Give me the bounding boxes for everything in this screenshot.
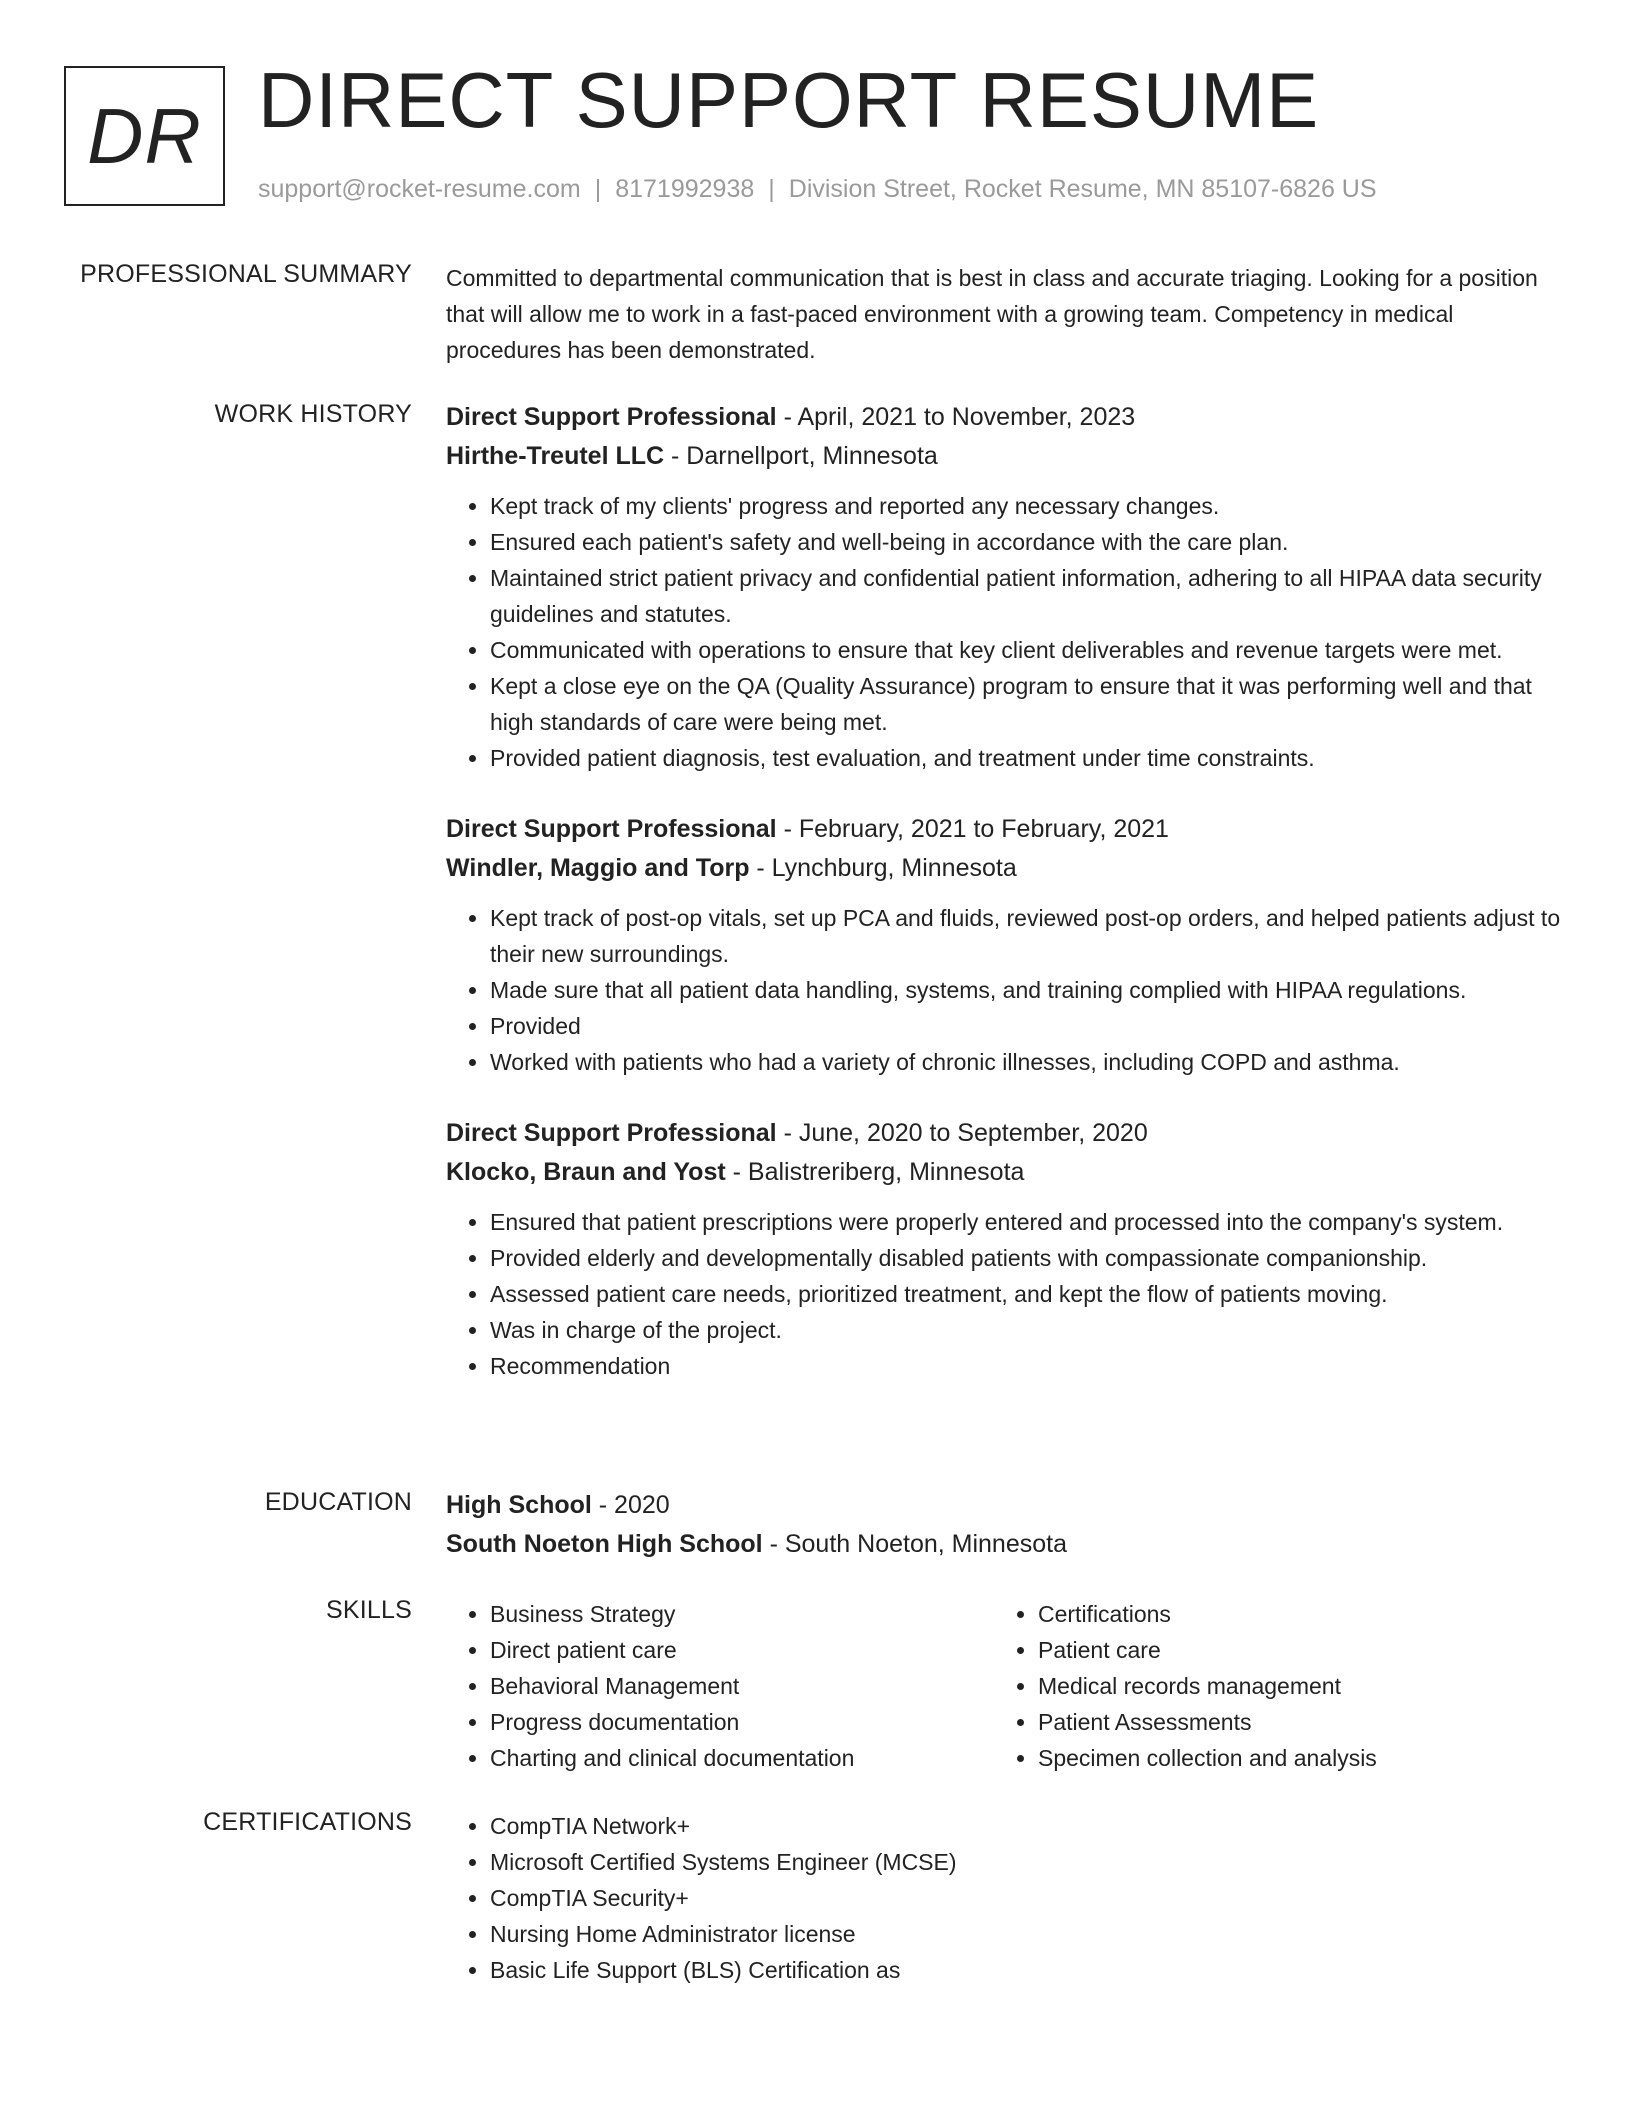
job-location: - Lynchburg, Minnesota: [749, 854, 1017, 882]
job-bullets: [446, 1204, 1566, 1384]
job-bullets: [446, 900, 1566, 1080]
section-label-certifications: CERTIFICATIONS: [203, 1808, 412, 1836]
list-item: • Patient Assessments: [1038, 1704, 1542, 1740]
job-dates: - February, 2021 to February, 2021: [776, 815, 1169, 843]
job-title-line: [446, 1114, 1566, 1153]
contact-separator: |: [768, 175, 775, 203]
contact-email: support@rocket-resume.com: [258, 175, 581, 203]
list-item: • Nursing Home Administrator license: [490, 1916, 1566, 1952]
list-item: • Direct patient care: [490, 1632, 994, 1668]
job-location: - Darnellport, Minnesota: [664, 442, 938, 470]
monogram-text: DR: [87, 91, 202, 180]
monogram-box: [64, 66, 225, 206]
summary-text: Committed to departmental communication that is best in class and accurate triaging. Looking for a position that will allow me to work in a fast-paced environment with a growing team. Competency in medical procedures has been demonstrated.: [446, 265, 1538, 363]
list-item: • CompTIA Security+: [490, 1880, 1566, 1916]
section-label-summary: PROFESSIONAL SUMMARY: [80, 260, 412, 288]
list-item: • Progress documentation: [490, 1704, 994, 1740]
list-item: • CompTIA Network+: [490, 1808, 1566, 1844]
contact-address: Division Street, Rocket Resume, MN 85107-6826 US: [788, 175, 1377, 203]
list-item: • Worked with patients who had a variety of chronic illnesses, including COPD and asthma.: [490, 1044, 1566, 1080]
skills-body: [446, 1596, 1566, 1776]
list-item: • Maintained strict patient privacy and confidential patient information, adhering to all HIPAA data security guidelines and statutes.: [490, 560, 1566, 632]
list-item: • Medical records management: [1038, 1668, 1542, 1704]
list-item: • Made sure that all patient data handling, systems, and training complied with HIPAA regulations.: [490, 972, 1566, 1008]
list-item: • Certifications: [1038, 1596, 1542, 1632]
education-year: - 2020: [591, 1491, 670, 1519]
list-item: • Was in charge of the project.: [490, 1312, 1566, 1348]
job-bullets: [446, 488, 1566, 776]
section-label-skills: SKILLS: [326, 1596, 412, 1624]
list-item: • Business Strategy: [490, 1596, 994, 1632]
list-item: • Behavioral Management: [490, 1668, 994, 1704]
list-item: • Ensured each patient's safety and well-being in accordance with the care plan.: [490, 524, 1566, 560]
education-school-line: [446, 1525, 1566, 1564]
job-company: Hirthe-Treutel LLC: [446, 442, 665, 470]
resume-title: DIRECT SUPPORT RESUME: [258, 56, 1320, 144]
list-item: • Provided: [490, 1008, 1566, 1044]
list-item: • Provided patient diagnosis, test evaluation, and treatment under time constraints.: [490, 740, 1566, 776]
job-entry: [446, 398, 1566, 776]
section-label-education: EDUCATION: [264, 1488, 412, 1516]
job-title: Direct Support Professional: [446, 403, 777, 431]
list-item: • Specimen collection and analysis: [1038, 1740, 1542, 1776]
certifications-list: [446, 1808, 1566, 1988]
skills-column-2: [994, 1596, 1542, 1776]
skills-list: [446, 1596, 994, 1776]
job-company-line: [446, 1153, 1566, 1192]
list-item: • Kept a close eye on the QA (Quality Assurance) program to ensure that it was performing well and that high standards of care were being met.: [490, 668, 1566, 740]
contact-line: [258, 175, 1377, 204]
list-item: • Assessed patient care needs, prioritized treatment, and kept the flow of patients moving.: [490, 1276, 1566, 1312]
education-body: [446, 1486, 1566, 1564]
skills-column-1: [446, 1596, 994, 1776]
job-company: Windler, Maggio and Torp: [446, 854, 750, 882]
job-dates: - April, 2021 to November, 2023: [776, 403, 1136, 431]
list-item: • Microsoft Certified Systems Engineer (MCSE): [490, 1844, 1566, 1880]
job-entry: [446, 1114, 1566, 1384]
job-company-line: [446, 437, 1566, 476]
list-item: • Kept track of post-op vitals, set up PCA and fluids, reviewed post-op orders, and helped patients adjust to their new surroundings.: [490, 900, 1566, 972]
job-title-line: [446, 398, 1566, 437]
job-company-line: [446, 849, 1566, 888]
skills-list: [994, 1596, 1542, 1776]
job-title-line: [446, 810, 1566, 849]
list-item: • Ensured that patient prescriptions were properly entered and processed into the company's system.: [490, 1204, 1566, 1240]
contact-phone: 8171992938: [615, 175, 755, 203]
job-dates: - June, 2020 to September, 2020: [776, 1119, 1148, 1147]
list-item: • Patient care: [1038, 1632, 1542, 1668]
job-title: Direct Support Professional: [446, 1119, 777, 1147]
job-location: - Balistreriberg, Minnesota: [725, 1158, 1025, 1186]
list-item: • Kept track of my clients' progress and reported any necessary changes.: [490, 488, 1566, 524]
contact-separator: |: [594, 175, 602, 203]
work-history-body: [446, 398, 1566, 1384]
job-title: Direct Support Professional: [446, 815, 777, 843]
education-degree-line: [446, 1486, 1566, 1525]
list-item: • Basic Life Support (BLS) Certification as: [490, 1952, 1566, 1988]
certifications-body: [446, 1808, 1566, 1988]
job-entry: [446, 810, 1566, 1080]
list-item: • Recommendation: [490, 1348, 1566, 1384]
section-label-work: WORK HISTORY: [214, 400, 412, 428]
education-degree: High School: [446, 1491, 592, 1519]
list-item: • Charting and clinical documentation: [490, 1740, 994, 1776]
education-school: South Noeton High School: [446, 1530, 763, 1558]
list-item: • Communicated with operations to ensure that key client deliverables and revenue targets were met.: [490, 632, 1566, 668]
skills-columns: [446, 1596, 1566, 1776]
education-location: - South Noeton, Minnesota: [762, 1530, 1067, 1558]
job-company: Klocko, Braun and Yost: [446, 1158, 726, 1186]
list-item: • Provided elderly and developmentally disabled patients with compassionate companionship.: [490, 1240, 1566, 1276]
